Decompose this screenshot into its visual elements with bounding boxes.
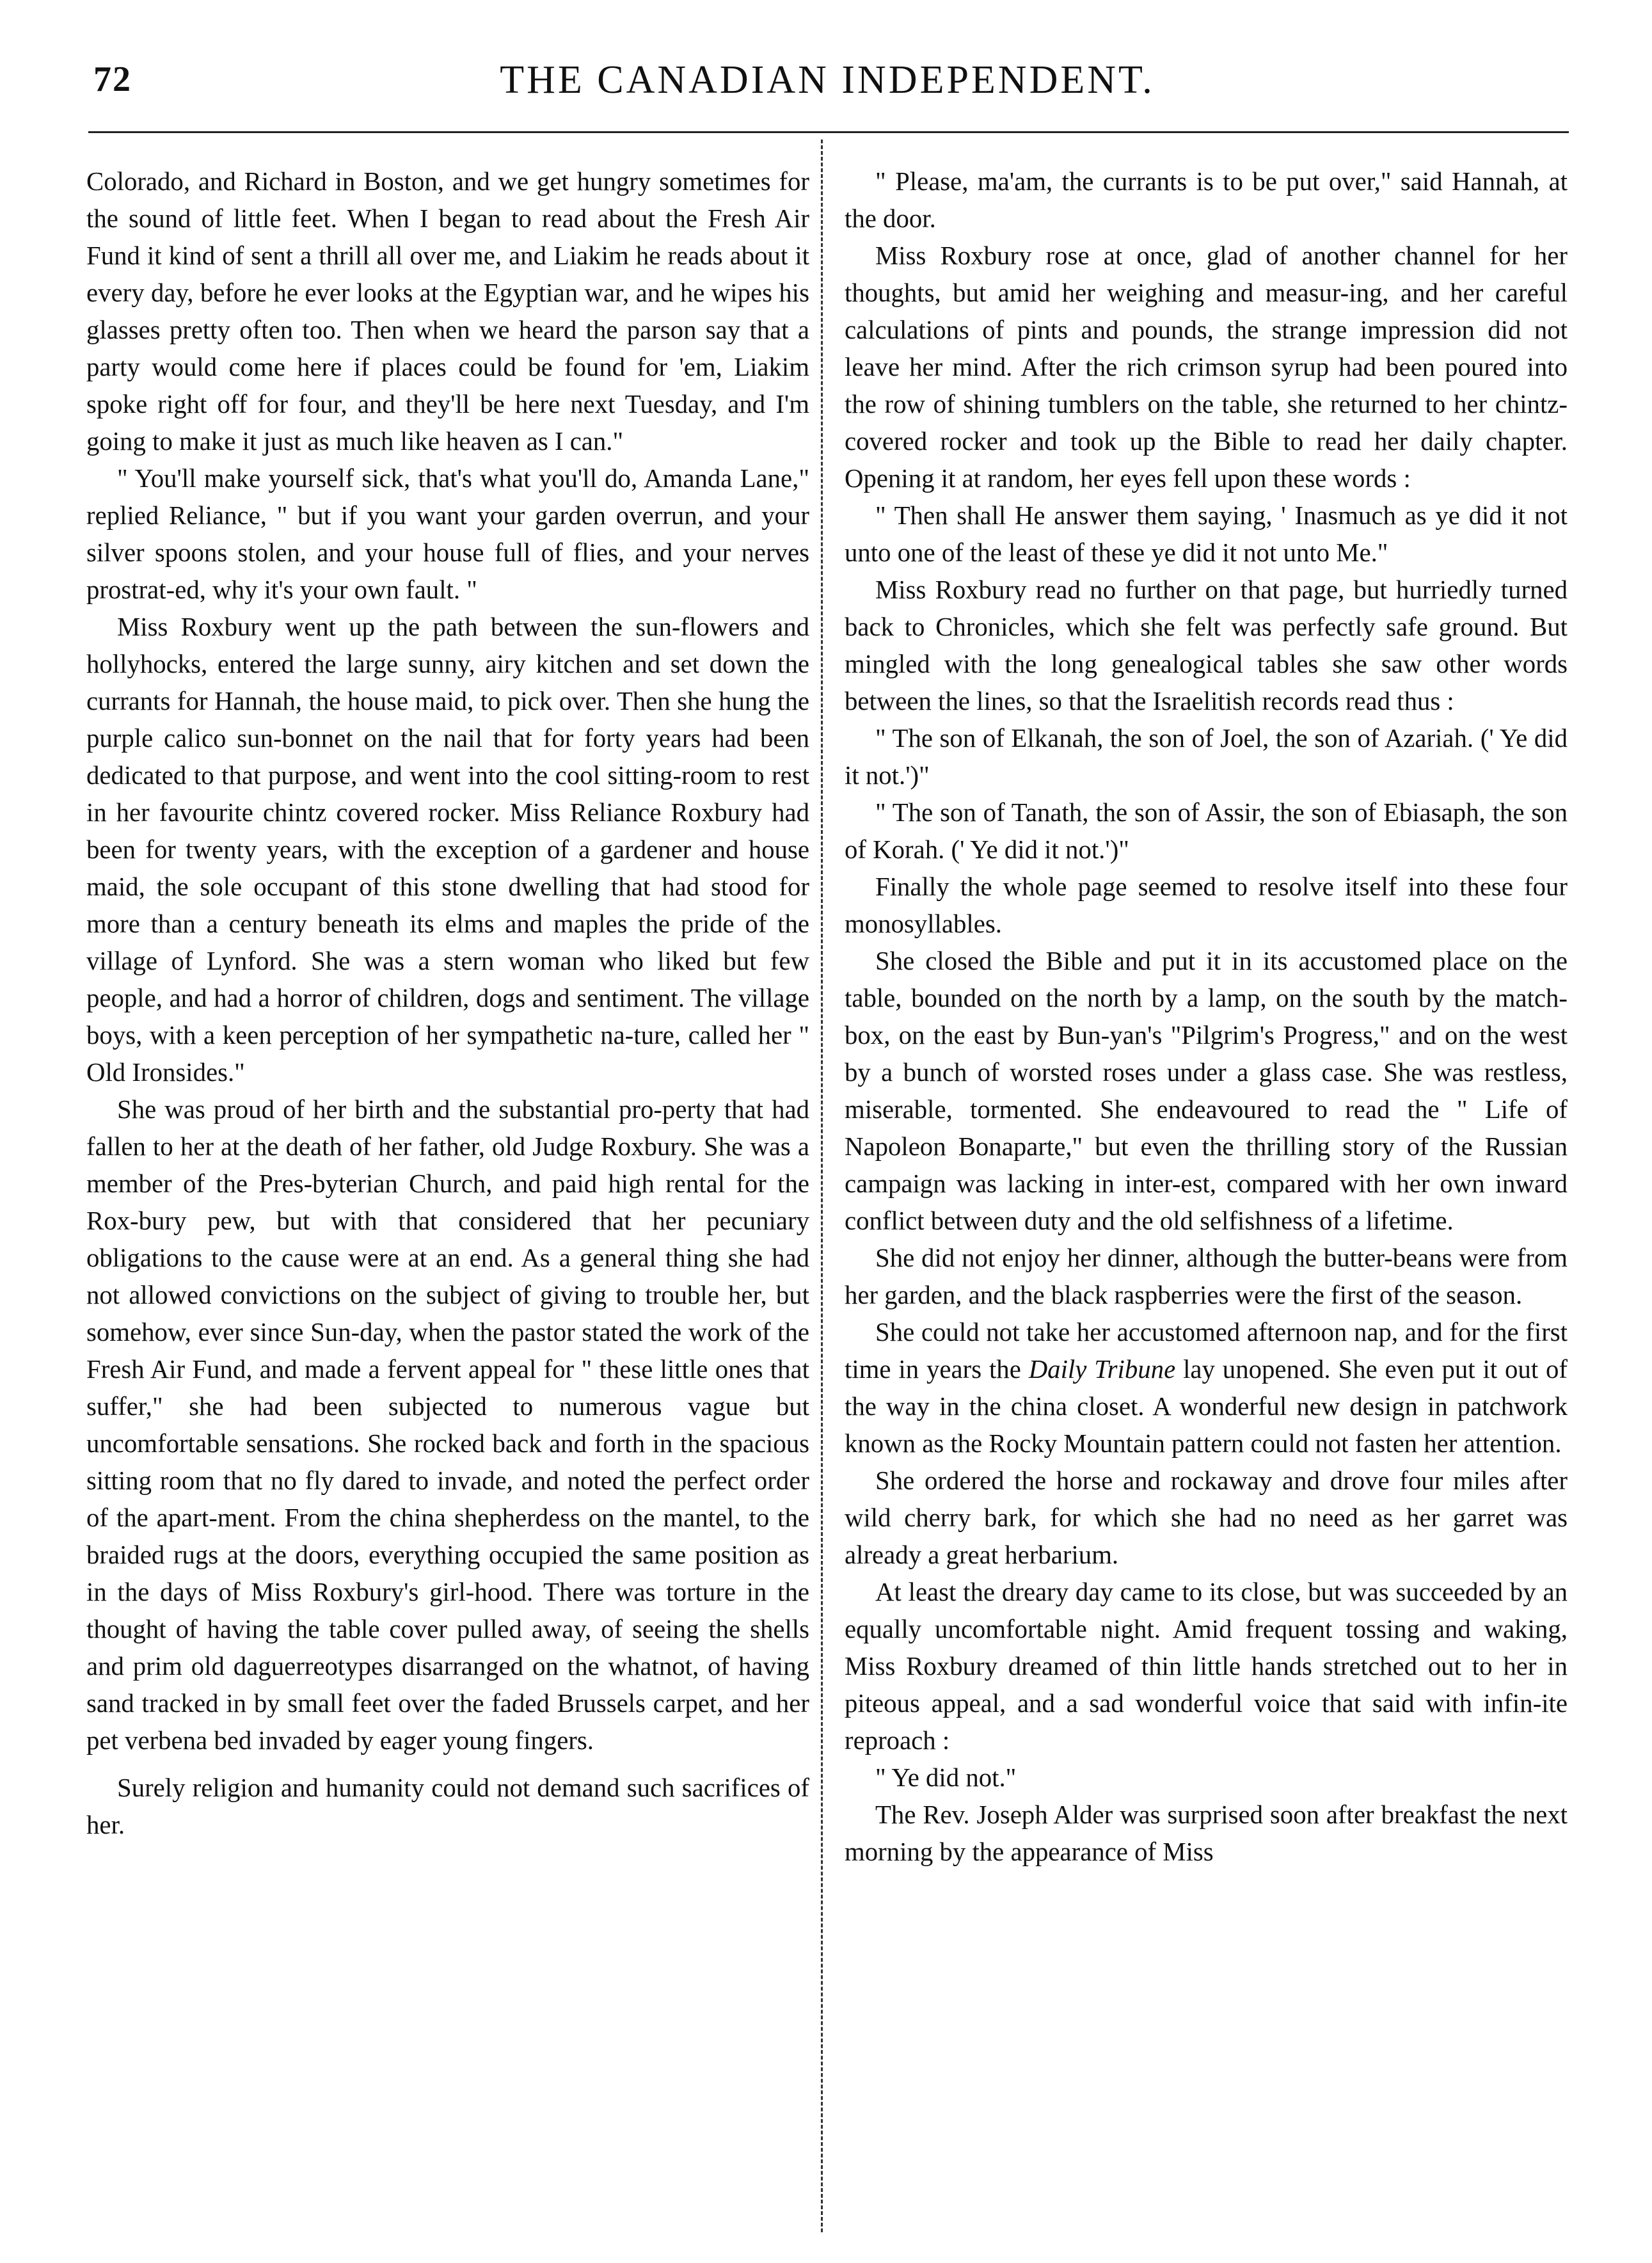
paragraph: " Please, ma'am, the currants is to be put over," said Hannah, at the door. [845,167,1568,233]
paragraph: Miss Roxbury rose at once, glad of another channel for her thoughts, but amid her weighing and measur-ing, and her careful calculations of pints and pounds, the strange impression did not leave her mind. After the rich crimson syrup had been poured into the row of shining tumblers on the table, she returned to her chintz-covered rocker and took up the Bible to read her daily chapter. Opening it at random, her eyes fell upon these words : [845,241,1568,493]
paragraph: " Ye did not." [875,1763,1017,1792]
header-rule [88,131,1569,133]
paragraph: Colorado, and Richard in Boston, and we get hungry sometimes for the sound of little feet. When I began to read about the Fresh Air Fund it kind of sent a thrill all over me, and Liakim he reads about it every day, before he ever looks at the Egyptian war, and he wipes his glasses pretty often too. Then when we heard the parson say that a party would come here if places could be found for 'em, Liakim spoke right off for four, and they'll be here next Tuesday, and I'm going to make it just as much like heaven as I can." [86,167,809,456]
text-run: She could not take her accustomed afternoon nap, and for the first time in years the [845,1318,1568,1384]
left-column [86,163,809,1844]
paragraph: " The son of Tanath, the son of Assir, the son of Ebiasaph, the son of Korah. (' Ye did it not.')" [845,798,1568,864]
paragraph: " The son of Elkanah, the son of Joel, the son of Azariah. (' Ye did it not.')" [845,724,1568,790]
scripture-quote: " Then shall He answer them saying, ' Inasmuch as ye did it not unto one of the least of these ye did it not unto Me." [845,501,1568,567]
paragraph: The Rev. Joseph Alder was surprised soon after breakfast the next morning by the appearance of Miss [845,1800,1568,1866]
paragraph: She was proud of her birth and the substantial pro-perty that had fallen to her at the death of her father, old Judge Roxbury. She was a member of the Pres-byterian Church, and paid high rental for the Rox-bury pew, but with that considered that her pecuniary obligations to the cause were at an end. As a general thing she had not allowed convictions on the subject of giving to trouble her, but somehow, ever since Sun-day, when the pastor stated the work of the Fresh Air Fund, and made a fervent appeal for " these little ones that suffer," she had been subjected to numerous vague but uncomfortable sensations. She rocked back and forth in the spacious sitting room that no fly dared to invade, and noted the perfect order of the apart-ment. From the china shepherdess on the mantel, to the braided rugs at the doors, everything occupied the same position as in the days of Miss Roxbury's girl-hood. There was torture in the thought of having the table cover pulled away, of seeing the shells and prim old daguerreotypes disarranged on the whatnot, of having sand tracked in by small feet over the faded Brussels carpet, and her pet verbena bed invaded by eager young fingers. [86,1095,809,1755]
paragraph: At least the dreary day came to its close, but was succeeded by an equally uncomfortable night. Amid frequent tossing and waking, Miss Roxbury dreamed of thin little hands stretched out to her in piteous appeal, and a sad wonderful voice that said with infin-ite reproach : [845,1578,1568,1755]
page-header [88,52,1566,110]
paragraph: Miss Roxbury read no further on that page, but hurriedly turned back to Chronicles, which she felt was perfectly safe ground. But mingled with the long genealogical tables she saw other words between the lines, so that the Israelitish records read thus : [845,575,1568,716]
paragraph: Miss Roxbury went up the path between the sun-flowers and hollyhocks, entered the large sunny, airy kitchen and set down the currants for Hannah, the house maid, to pick over. Then she hung the purple calico sun-bonnet on the nail that for forty years had been dedicated to that purpose, and went into the cool sitting-room to rest in her favourite chintz covered rocker. Miss Reliance Roxbury had been for twenty years, with the exception of a gardener and house maid, the sole occupant of this stone dwelling that had stood for more than a century beneath its elms and maples the pride of the village of Lynford. She was a stern woman who liked but few people, and had a horror of children, dogs and sentiment. The village boys, with a keen perception of her sympathetic na-ture, called her " Old Ironsides." [86,612,809,1087]
text-run: lay unopened. She even put it out of the way in the china closet. A wonderful new design in patchwork known as the Rocky Mountain pattern could not fasten her attention. [845,1355,1568,1458]
paragraph: Finally the whole page seemed to resolve itself into these four monosyllables. [845,872,1568,938]
column-divider [821,140,823,2232]
paragraph: Surely religion and humanity could not demand such sacrifices of her. [86,1773,809,1839]
paragraph: She ordered the horse and rockaway and drove four miles after wild cherry bark, for which she had no need as her garret was already a great herbarium. [845,1466,1568,1569]
paragraph: She did not enjoy her dinner, although the butter-beans were from her garden, and the black raspberries were the first of the season. [845,1243,1568,1309]
right-column [845,163,1568,1871]
newspaper-title: Daily Tribune [1028,1355,1176,1384]
page-number: 72 [93,60,132,99]
paragraph: She closed the Bible and put it in its accustomed place on the table, bounded on the north by a lamp, on the south by the match-box, on the east by Bun-yan's "Pilgrim's Progress," and on the west by a bunch of worsted roses under a glass case. She was restless, miserable, tormented. She endeavoured to read the " Life of Napoleon Bonaparte," but even the thrilling story of the Russian campaign was lacking in inter-est, compared with her own inward conflict between duty and the old selfishness of a lifetime. [845,947,1568,1235]
paragraph: " You'll make yourself sick, that's what you'll do, Amanda Lane," replied Reliance, " but if you want your garden overrun, and your silver spoons stolen, and your house full of flies, and your nerves prostrat-ed, why it's your own fault. " [86,464,809,604]
paragraph [845,1314,1568,1462]
publication-title: THE CANADIAN INDEPENDENT. [500,58,1155,102]
